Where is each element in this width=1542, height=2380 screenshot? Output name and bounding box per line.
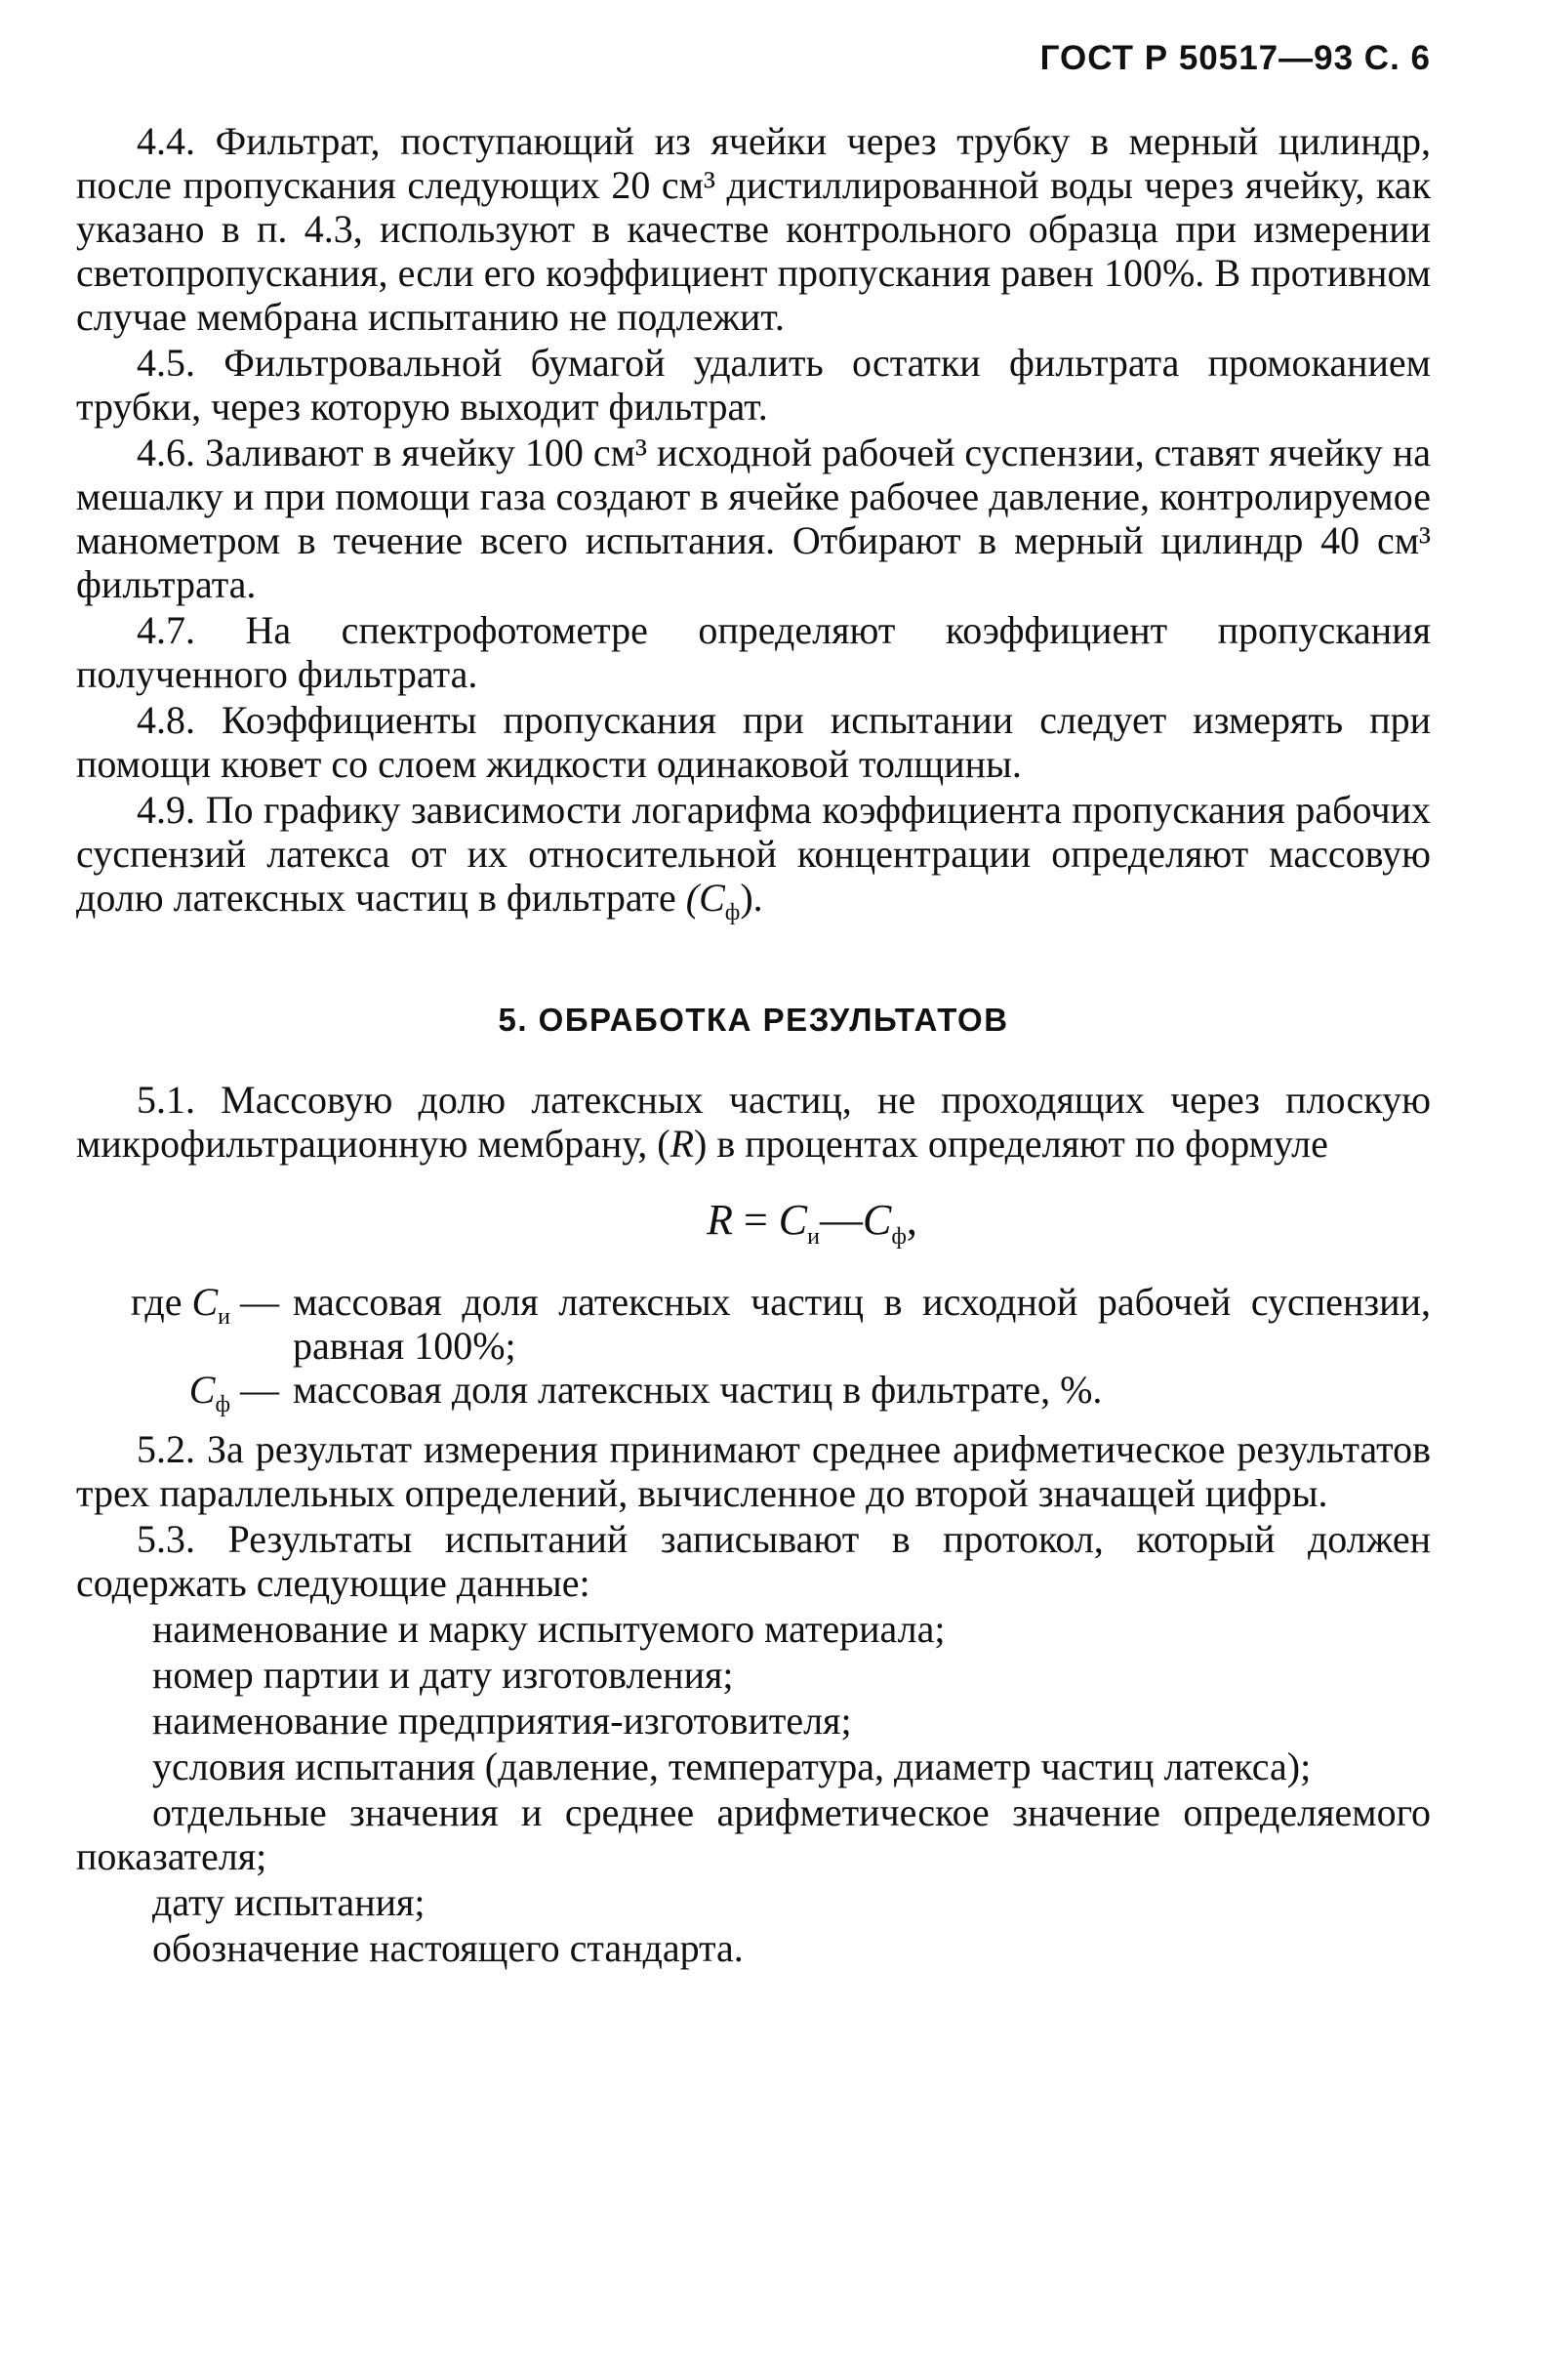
paragraph-4-4: 4.4. Фильтрат, поступающий из ячейки через трубку в мерный цилиндр, после пропускания следующих 20 см³ дистиллированной воды через ячейку, как указано в п. 4.3, используют в качестве контрольного образца при измерении светопропускания, если его коэффициент пропускания равен 100%. В противном случае мембрана испытанию не подлежит. <box>76 119 1431 339</box>
formula-r: $R = C_и—C_ф$, <box>707 1196 917 1250</box>
paragraph-4-9-text: 4.9. По графику зависимости логарифма коэффициента пропускания рабочих суспензий латекса от их относительной концентрации определяют массовую долю латексных частиц в фильтрате <box>76 788 1431 920</box>
paragraph-4-7: 4.7. На спектрофотометре определяют коэффициент пропускания полученного фильтрата. <box>76 608 1431 696</box>
document-page <box>76 39 1431 1972</box>
list-item: наименование и марку испытуемого материала; <box>152 1606 946 1651</box>
list-item: отдельные значения и среднее арифметическое значение определяемого показателя; <box>76 1789 1431 1878</box>
list-item: номер партии и дату изготовления; <box>152 1652 734 1697</box>
definition-c-i: где $C_и$ — массовая доля латексных частиц в исходной рабочей суспензии, равная 100%; <box>130 1279 1431 1368</box>
section-5-title: 5. ОБРАБОТКА РЕЗУЛЬТАТОВ <box>498 1002 1009 1038</box>
list-item: наименование предприятия-изготовителя; <box>152 1698 852 1743</box>
paragraph-4-5: 4.5. Фильтровальной бумагой удалить остатки фильтрата промоканием трубки, через которую выходит фильтрат. <box>76 341 1431 429</box>
page-header: ГОСТ Р 50517—93 С. 6 <box>1039 39 1431 77</box>
list-item: обозначение настоящего стандарта. <box>152 1925 744 1970</box>
list-item: условия испытания (давление, температура, диаметр частиц латекса); <box>152 1744 1312 1788</box>
paragraph-5-3: 5.3. Результаты испытаний записывают в протокол, который должен содержать следующие данные: <box>76 1516 1431 1605</box>
paragraph-5-2: 5.2. За результат измерения принимают среднее арифметическое результатов трех параллельных определений, вычисленное до второй значащей цифры. <box>76 1426 1431 1515</box>
list-item: дату испытания; <box>152 1879 426 1924</box>
paragraph-4-8: 4.8. Коэффициенты пропускания при испытании следует измерять при помощи кювет со слоем жидкости одинаковой толщины. <box>76 698 1431 786</box>
paragraph-4-9: 4.9. По графику зависимости логарифма коэффициента пропускания рабочих суспензий латекса от их относительной концентрации определяют массовую долю латексных частиц в фильтрате $(C_ф)$. <box>76 788 1431 925</box>
symbol-c-f: ($C_ф$ <box>685 876 741 925</box>
symbol-r: R <box>670 1122 695 1166</box>
definition-c-f: $C_ф$ — массовая доля латексных частиц в фильтрате, %. <box>188 1367 1103 1417</box>
paragraph-5-1: 5.1. Массовую долю латексных частиц, не проходящих через плоскую микрофильтрационную мембрану, (R) в процентах определяют по формуле <box>76 1078 1431 1166</box>
paragraph-4-6: 4.6. Заливают в ячейку 100 см³ исходной рабочей суспензии, ставят ячейку на мешалку и при помощи газа создают в ячейке рабочее давление, контролируемое манометром в течение всего испытания. Отбирают в мерный цилиндр 40 см³ фильтрата. <box>76 431 1431 606</box>
